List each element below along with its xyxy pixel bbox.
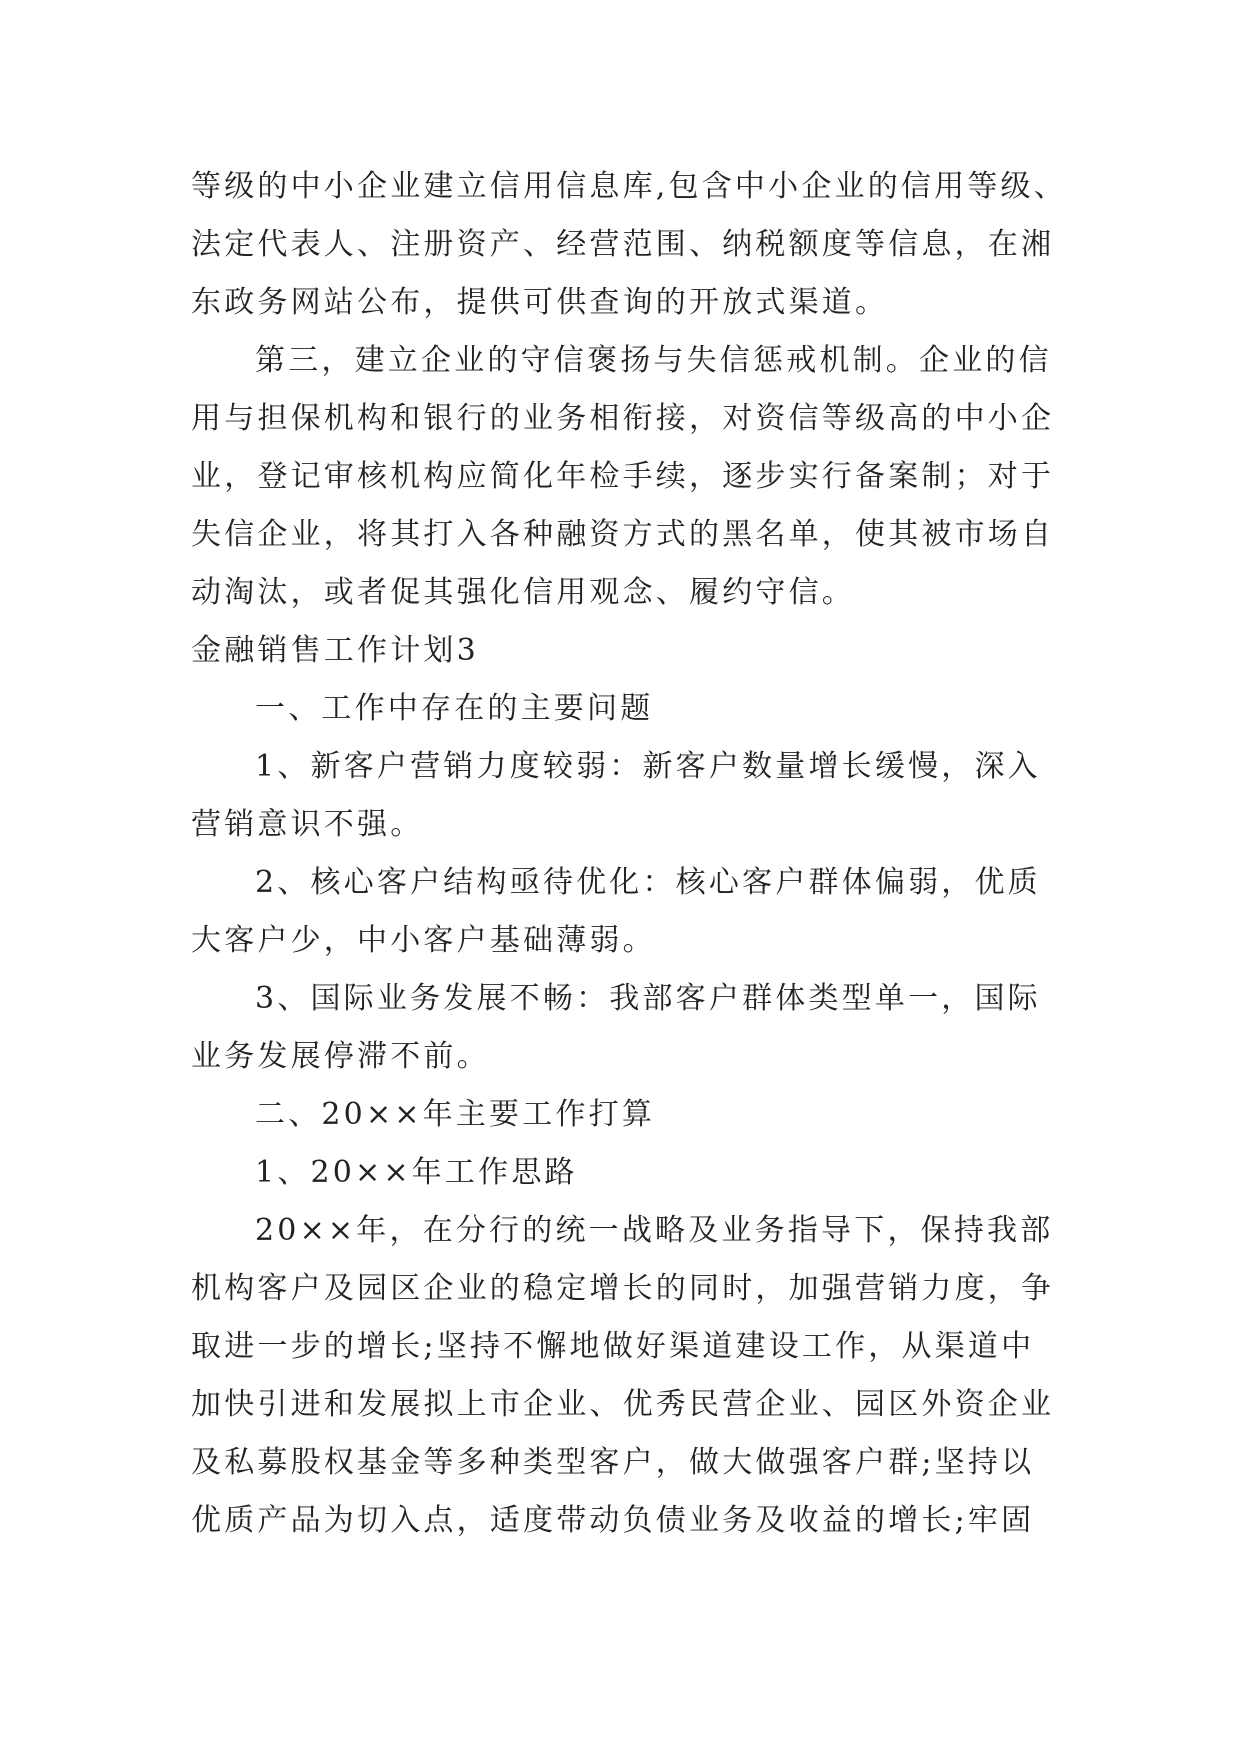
text-line: 营销意识不强。 xyxy=(191,807,424,842)
text-line: 取进一步的增长;坚持不懈地做好渠道建设工作，从渠道中 xyxy=(191,1329,1035,1364)
text-line: 等级的中小企业建立信用信息库,包含中小企业的信用等级、 xyxy=(191,169,1067,204)
text-line: 及私募股权基金等多种类型客户，做大做强客户群;坚持以 xyxy=(191,1445,1035,1480)
text-line: 大客户少，中小客户基础薄弱。 xyxy=(191,923,656,958)
text-line: 业，登记审核机构应简化年检手续，逐步实行备案制；对于 xyxy=(191,459,1055,494)
heading-line: 1、20××年工作思路 xyxy=(255,1155,578,1190)
paragraph-start-line: 第三，建立企业的守信褒扬与失信惩戒机制。企业的信 xyxy=(255,343,1052,378)
heading-line: 二、20××年主要工作打算 xyxy=(255,1097,656,1132)
paragraph-start-line: 1、新客户营销力度较弱：新客户数量增长缓慢，深入 xyxy=(255,749,1041,784)
text-line: 动淘汰，或者促其强化信用观念、履约守信。 xyxy=(191,575,855,610)
text-line: 失信企业，将其打入各种融资方式的黑名单，使其被市场自 xyxy=(191,517,1055,552)
text-line: 业务发展停滞不前。 xyxy=(191,1039,490,1074)
text-line: 东政务网站公布，提供可供查询的开放式渠道。 xyxy=(191,285,889,320)
paragraph-start-line: 20××年，在分行的统一战略及业务指导下，保持我部 xyxy=(255,1213,1054,1248)
heading-line: 一、工作中存在的主要问题 xyxy=(255,691,654,726)
paragraph-start-line: 2、核心客户结构亟待优化：核心客户群体偏弱，优质 xyxy=(255,865,1041,900)
paragraph-start-line: 3、国际业务发展不畅：我部客户群体类型单一，国际 xyxy=(255,981,1041,1016)
text-line: 加快引进和发展拟上市企业、优秀民营企业、园区外资企业 xyxy=(191,1387,1055,1422)
text-line: 优质产品为切入点，适度带动负债业务及收益的增长;牢固 xyxy=(191,1503,1035,1538)
text-line: 机构客户及园区企业的稳定增长的同时，加强营销力度，争 xyxy=(191,1271,1055,1306)
text-line: 法定代表人、注册资产、经营范围、纳税额度等信息，在湘 xyxy=(191,227,1055,262)
document-body xyxy=(191,158,1091,1550)
text-line: 用与担保机构和银行的业务相衔接，对资信等级高的中小企 xyxy=(191,401,1055,436)
section-title: 金融销售工作计划3 xyxy=(191,633,479,668)
